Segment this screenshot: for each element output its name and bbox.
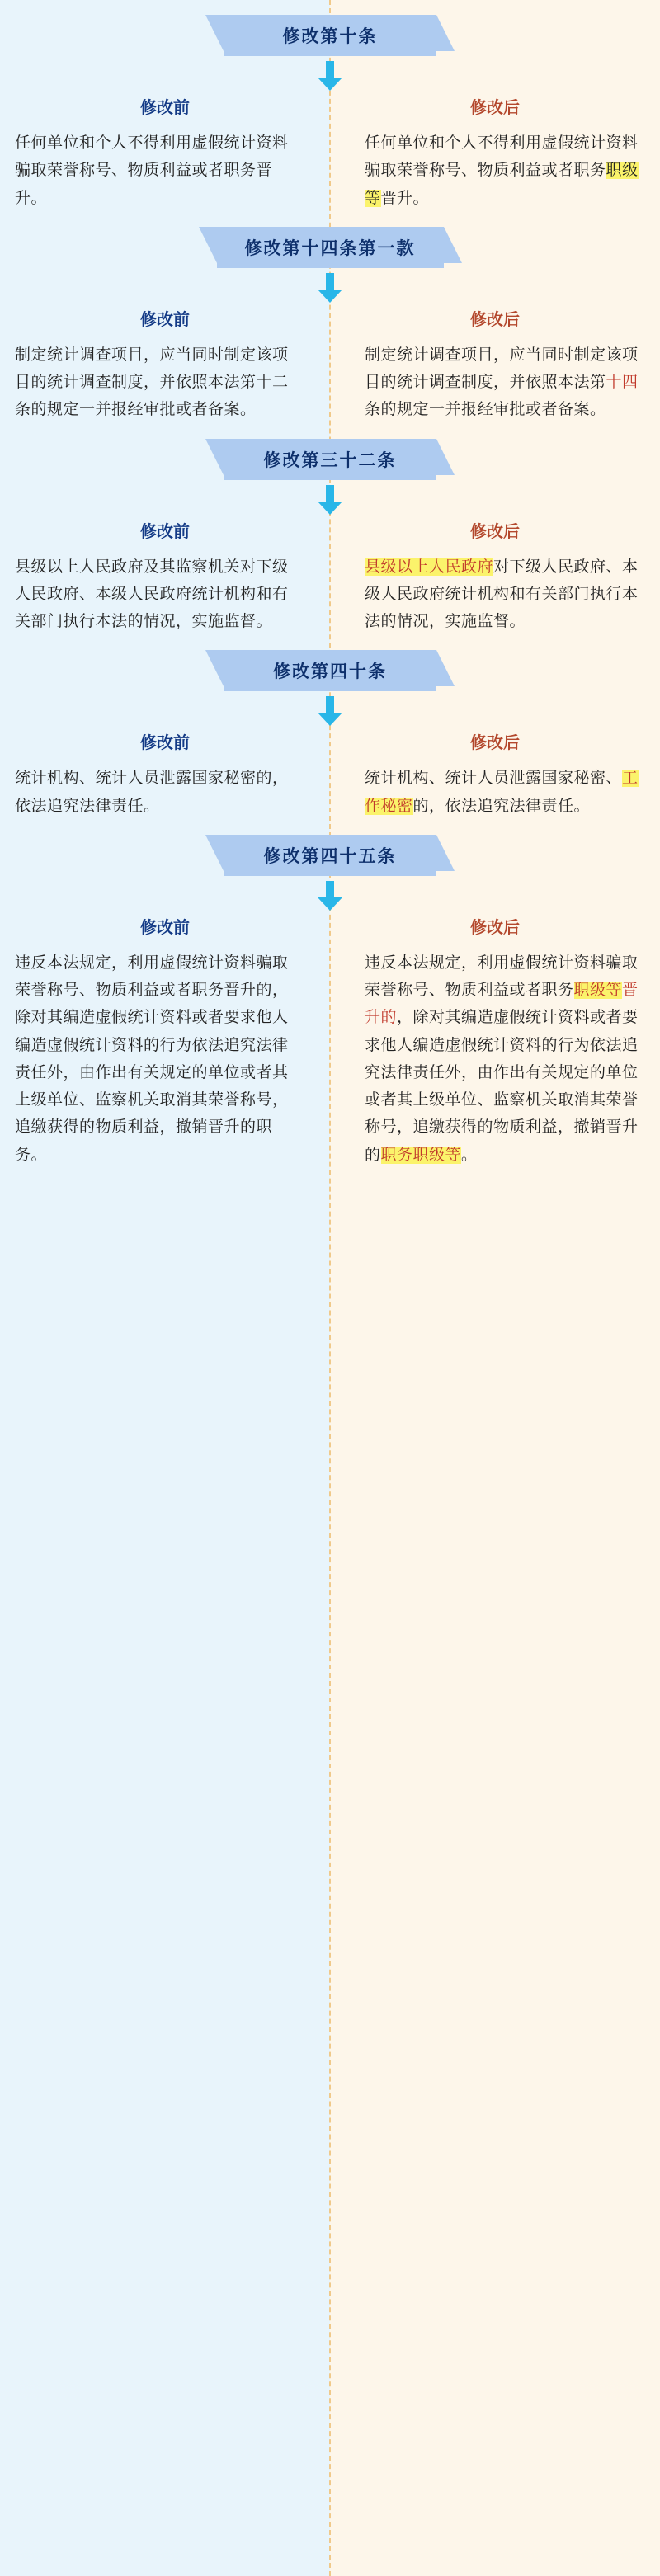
before-text — [0, 949, 330, 1169]
highlight-run: 职务职级等 — [380, 1146, 462, 1164]
highlight-run: 职级等 — [365, 162, 639, 207]
highlight-run: 晋升的 — [365, 982, 639, 1027]
after-text — [330, 130, 660, 212]
after-label: 修改后 — [470, 522, 520, 541]
after-label: 修改后 — [470, 734, 520, 753]
section-banner-title: 修改第十四条第一款 — [217, 227, 444, 268]
comparison-content — [0, 0, 660, 1202]
before-after-columns — [0, 304, 660, 424]
amendment-section — [0, 0, 660, 212]
text-run: 对下级人民政府、本级人民政府统计机构和有关部门执行本法的情况，实施监督。 — [365, 558, 639, 630]
highlight-run: 十四 — [606, 374, 639, 391]
text-run: 。 — [461, 1146, 478, 1164]
before-after-columns — [0, 728, 660, 820]
text-run: 违反本法规定，利用虚假统计资料骗取荣誉称号、物质利益或者职务晋升的，除对其编造虚假统计资料或者要求他人编造虚假统计资料的行为依法追究法律责任外，由作出有关规定的单位或者其上级单位、监察机关取消其荣誉称号，追缴获得的物质利益，撤销晋升的职务。 — [15, 954, 289, 1164]
before-after-columns — [0, 912, 660, 1169]
highlight-run: 工作秘密 — [365, 770, 639, 815]
section-banner-wrap — [0, 15, 660, 56]
text-run: 制定统计调查项目，应当同时制定该项目的统计调查制度，并依照本法第 — [365, 346, 639, 391]
section-banner-title: 修改第四十条 — [224, 650, 436, 691]
before-column — [0, 92, 330, 212]
section-banner-wrap — [0, 439, 660, 480]
bottom-spacer — [0, 1169, 660, 1202]
before-text — [0, 130, 330, 212]
before-label: 修改前 — [140, 99, 190, 117]
text-run: ，除对其编造虚假统计资料或者要求他人编造虚假统计资料的行为依法追究法律责任外，由作出有关规定的单位或者其上级单位、监察机关取消其荣誉称号，追缴获得的物质利益，撤销晋升的 — [365, 1009, 639, 1164]
text-run: 统计机构、统计人员泄露国家秘密、 — [365, 770, 623, 788]
down-arrow-icon — [0, 61, 660, 91]
text-run: 制定统计调查项目，应当同时制定该项目的统计调查制度，并依照本法第十二条的规定一并报经审批或者备案。 — [15, 346, 289, 419]
after-column — [330, 304, 660, 424]
text-run: 的，依法追究法律责任。 — [412, 797, 591, 815]
after-text — [330, 949, 660, 1169]
text-run: 晋升。 — [380, 189, 430, 207]
before-after-columns — [0, 516, 660, 636]
before-column — [0, 516, 330, 636]
before-after-columns — [0, 92, 660, 212]
before-text — [0, 341, 330, 424]
highlight-run: 职级等 — [573, 982, 623, 999]
before-label: 修改前 — [140, 918, 190, 937]
text-run: 县级以上人民政府及其监察机关对下级人民政府、本级人民政府统计机构和有关部门执行本法的情况，实施监督。 — [15, 558, 289, 630]
section-banner-title: 修改第三十二条 — [224, 439, 436, 480]
after-column — [330, 728, 660, 820]
amendment-section — [0, 635, 660, 820]
text-run: 条的规定一并报经审批或者备案。 — [365, 401, 606, 419]
down-arrow-icon — [0, 485, 660, 515]
before-column — [0, 304, 330, 424]
section-banner-wrap — [0, 227, 660, 268]
text-run: 统计机构、统计人员泄露国家秘密的，依法追究法律责任。 — [15, 770, 289, 815]
before-column — [0, 728, 330, 820]
before-column — [0, 912, 330, 1169]
amendment-section — [0, 212, 660, 424]
section-banner-title: 修改第四十五条 — [224, 835, 436, 876]
section-banner-wrap — [0, 650, 660, 691]
down-arrow-icon — [0, 881, 660, 911]
amendment-section — [0, 424, 660, 636]
section-banner-wrap — [0, 835, 660, 876]
text-run: 任何单位和个人不得利用虚假统计资料骗取荣誉称号、物质利益或者职务 — [365, 134, 639, 180]
after-label: 修改后 — [470, 918, 520, 937]
text-run: 任何单位和个人不得利用虚假统计资料骗取荣誉称号、物质利益或者职务晋升。 — [15, 134, 289, 207]
after-text — [330, 341, 660, 424]
after-column — [330, 912, 660, 1169]
after-label: 修改后 — [470, 310, 520, 329]
after-column — [330, 92, 660, 212]
section-banner-title: 修改第十条 — [224, 15, 436, 56]
after-label: 修改后 — [470, 99, 520, 117]
amendment-section — [0, 820, 660, 1169]
text-run: 违反本法规定，利用虚假统计资料骗取荣誉称号、物质利益或者职务 — [365, 954, 639, 999]
down-arrow-icon — [0, 696, 660, 726]
highlight-run: 县级以上人民政府 — [365, 558, 494, 576]
before-text — [0, 553, 330, 636]
before-text — [0, 765, 330, 820]
after-column — [330, 516, 660, 636]
before-label: 修改前 — [140, 522, 190, 541]
before-label: 修改前 — [140, 310, 190, 329]
after-text — [330, 553, 660, 636]
down-arrow-icon — [0, 273, 660, 303]
before-label: 修改前 — [140, 734, 190, 753]
after-text — [330, 765, 660, 820]
